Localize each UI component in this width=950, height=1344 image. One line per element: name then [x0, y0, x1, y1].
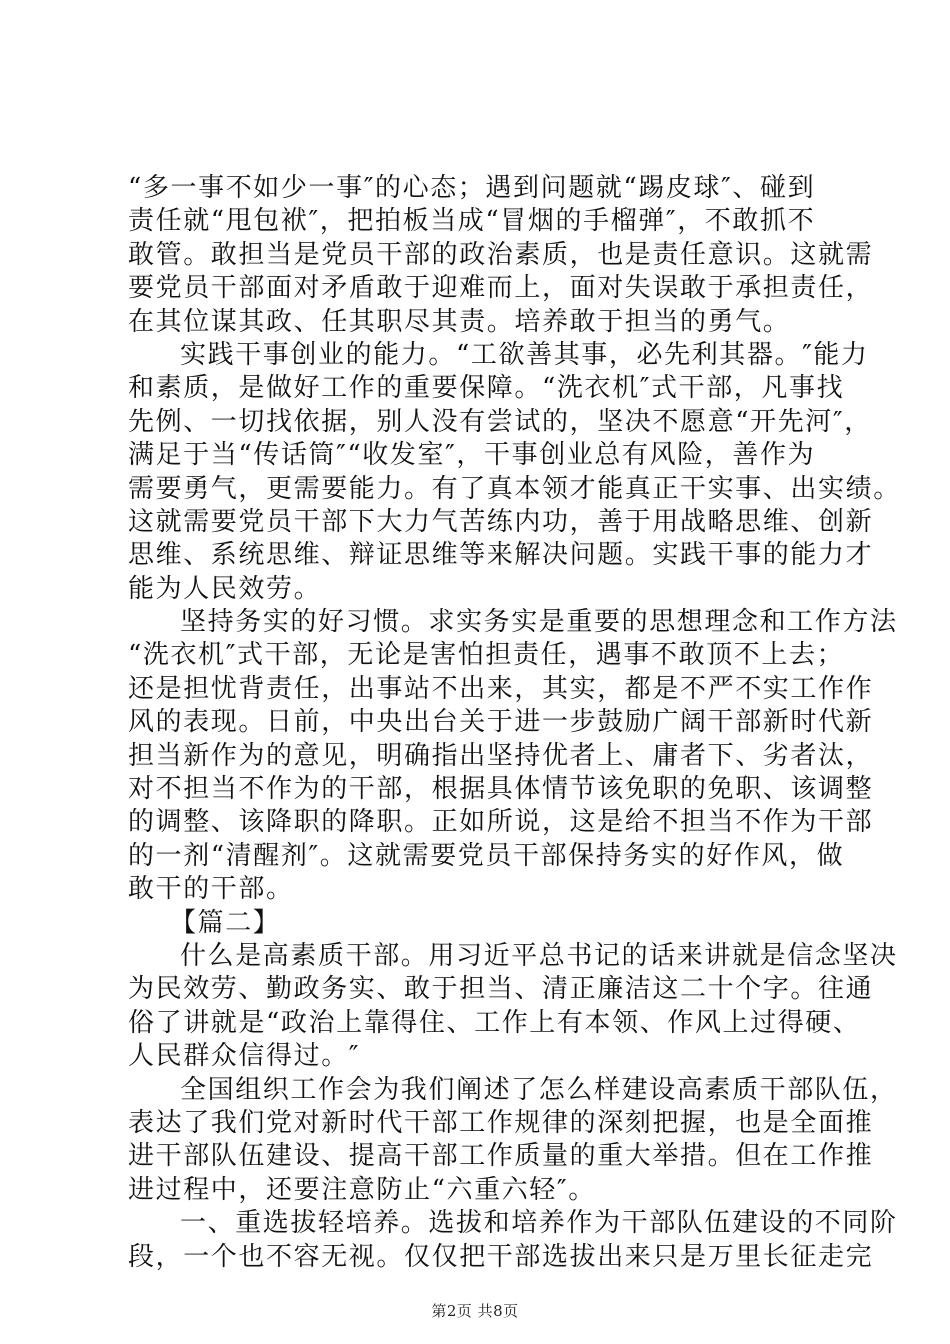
- text-line: 还是担忧背责任，出事站不出来，其实，都是不严不实工作作: [128, 673, 874, 704]
- text-line: 在其位谋其政、任其职尽其责。培养敢于担当的勇气。: [128, 306, 791, 337]
- text-line: 敢管。敢担当是党员干部的政治素质，也是责任意识。这就需: [128, 239, 874, 270]
- text-line: “洗衣机″式干部，无论是害怕担责任，遇事不敢顶不上去；: [128, 640, 845, 671]
- text-line: 风的表现。日前，中央出台关于进一步鼓励广阔干部新时代新: [128, 707, 874, 738]
- text-line: 人民群众信得过。″: [128, 1041, 361, 1072]
- paragraph-start-line: 一、重选拔轻培养。选拔和培养作为干部队伍建设的不同阶: [180, 1208, 898, 1239]
- text-line: 这就需要党员干部下大力气苦练内功，善于用战略思维、创新: [128, 506, 874, 537]
- text-line: 的调整、该降职的降职。正如所说，这是给不担当不作为干部: [128, 807, 874, 838]
- text-line: 表达了我们党对新时代干部工作规律的深刻把握，也是全面推: [128, 1107, 874, 1138]
- text-line: 进干部队伍建设、提高干部工作质量的重大举措。但在工作推: [128, 1141, 874, 1172]
- text-line: 对不担当不作为的干部，根据具体情节该免职的免职、该调整: [128, 774, 874, 805]
- paragraph-start-line: 什么是高素质干部。用习近平总书记的话来讲就是信念坚决: [180, 940, 898, 971]
- page-footer: 第2页 共8页: [431, 1302, 519, 1320]
- text-line: 需要勇气，更需要能力。有了真本领才能真正干实事、出实绩。: [128, 473, 901, 504]
- text-line: 段，一个也不容无视。仅仅把干部选拔出来只是万里长征走完: [128, 1241, 874, 1272]
- paragraph-start-line: 实践干事创业的能力。“工欲善其事，必先利其器。″能力: [180, 339, 869, 370]
- text-line: 满足于当“传话筒″“收发室″，干事创业总有风险，善作为: [128, 440, 816, 471]
- document-body: [128, 172, 901, 1274]
- text-line: 要党员干部面对矛盾敢于迎难而上，面对失误敢于承担责任，: [128, 273, 874, 304]
- text-line: 思维、系统思维、辩证思维等来解决问题。实践干事的能力才: [128, 540, 874, 571]
- text-line: 先例、一切找依据，别人没有尝试的，坚决不愿意“开先河″，: [128, 406, 872, 437]
- paragraph-start-line: 全国组织工作会为我们阐述了怎么样建设高素质干部队伍，: [180, 1074, 898, 1105]
- text-line: 能为人民效劳。: [128, 573, 322, 604]
- text-line: 俗了讲就是“政治上靠得住、工作上有本领、作风上过得硬、: [128, 1007, 861, 1038]
- text-line: 和素质，是做好工作的重要保障。“洗衣机″式干部，凡事找: [128, 373, 845, 404]
- text-line: 为民效劳、勤政务实、敢于担当、清正廉洁这二十个字。往通: [128, 974, 874, 1005]
- text-line: 担当新作为的意见，明确指出坚持优者上、庸者下、劣者汰，: [128, 740, 874, 771]
- text-line: 进过程中，还要注意防止“六重六轻″。: [128, 1174, 596, 1205]
- text-line: “多一事不如少一事″的心态；遇到问题就“踢皮球″、碰到: [128, 173, 816, 203]
- text-line: 敢干的干部。: [128, 874, 294, 905]
- text-line: 责任就“甩包袱″，把拍板当成“冒烟的手榴弹″，不敢抓不: [128, 206, 816, 237]
- section-heading: 【篇二】: [170, 907, 281, 938]
- text-line: 的一剂“清醒剂″。这就需要党员干部保持务实的好作风，做: [128, 840, 845, 871]
- paragraph-start-line: 坚持务实的好习惯。求实务实是重要的思想理念和工作方法: [180, 607, 898, 638]
